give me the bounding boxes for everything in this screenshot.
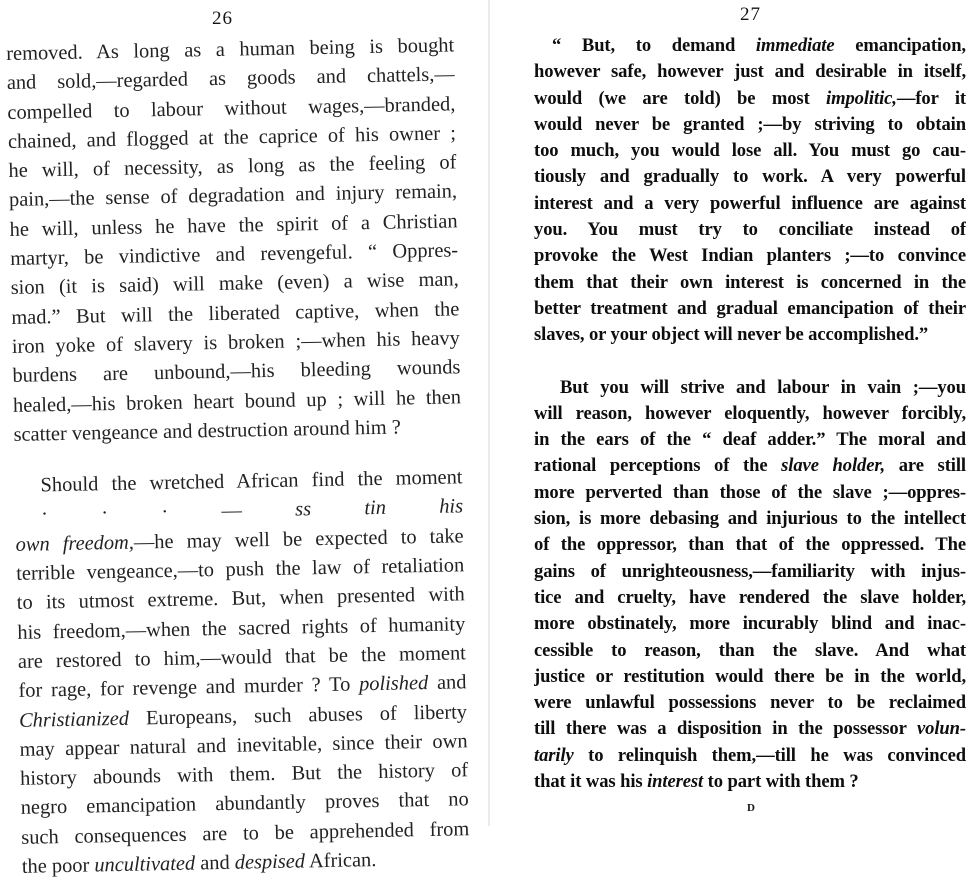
- text-line: of the oppressor, than that of the oppressed. The: [534, 534, 966, 556]
- text-line: such consequences are to be apprehended from: [21, 817, 470, 849]
- text-line: pain,—the sense of degradation and injury remain,: [8, 180, 458, 212]
- left-page-text: [6, 31, 470, 882]
- text-line: in the ears of the “ deaf adder.” The moral and: [534, 429, 966, 451]
- text-line: mad.” But will the liberated captive, when the: [11, 298, 460, 329]
- text-line: slaves, or your object will never be accomplished.”: [534, 324, 929, 346]
- text-line: that it was his interest to part with them ?: [534, 771, 859, 793]
- text-line: would never be granted ;—by striving to obtain: [534, 113, 966, 135]
- text-line: his freedom,—when the sacred rights of humanity: [17, 612, 466, 644]
- text-line: tarily to relinquish them,—till he was convinced: [534, 744, 966, 766]
- italic-emphasis: ss tin his: [294, 495, 464, 521]
- text-line: But you will strive and labour in vain ;—you: [560, 376, 966, 398]
- text-line: compelled to labour without wages,—branded,: [7, 92, 456, 124]
- text-line: the poor uncultivated and despised African.: [21, 849, 377, 878]
- text-line: gains of unrighteousness,—familiarity with injus-: [534, 560, 966, 582]
- text-line: cessible to reason, than the slave. And what: [534, 639, 966, 661]
- signature-mark: D: [747, 802, 756, 814]
- right-page-number: 27: [740, 4, 761, 25]
- left-page-number: 26: [212, 8, 233, 29]
- text-line: terrible vengeance,—to push the law of retaliation: [16, 554, 465, 585]
- italic-emphasis: despised: [234, 850, 306, 874]
- text-line: provoke the West Indian planters ;—to convince: [534, 245, 966, 267]
- text-line: for rage, for revenge and murder ? To polished and: [18, 671, 467, 703]
- text-line: and sold,—regarded as goods and chattels,—: [6, 63, 455, 95]
- text-line: will reason, however eloquently, however forcibly,: [534, 402, 966, 424]
- text-line: iron yoke of slavery is broken ;—when his heavy: [11, 327, 461, 358]
- text-line: more obstinately, more incurably blind and inac-: [534, 613, 966, 635]
- italic-emphasis: volun-: [917, 718, 966, 740]
- text-line: however safe, however just and desirable in itself,: [534, 61, 966, 83]
- damaged-text-line: · · · — ss tin his: [40, 495, 464, 526]
- text-line: may appear natural and inevitable, since their own: [19, 730, 468, 761]
- text-line: are restored to him,—would that be the moment: [17, 642, 467, 673]
- text-line: chained, and flogged at the caprice of his owner ;: [7, 122, 457, 153]
- text-line: burdens are unbound,—his bleeding wounds: [12, 356, 461, 388]
- text-line: better treatment and gradual emancipation of their: [534, 297, 966, 319]
- text-line: till there was a disposition in the possessor volun-: [534, 718, 966, 740]
- text-line: he will, of necessity, as long as the feeling of: [8, 151, 457, 183]
- text-line: healed,—his broken heart bound up ; will he then: [12, 385, 462, 417]
- text-line: too much, you would lose all. You must go cau-: [534, 140, 966, 162]
- text-line: tiously and gradually to work. A very powerful: [534, 166, 966, 188]
- text-line: Should the wretched African find the moment: [40, 466, 463, 497]
- text-line: he will, unless he have the spirit of a Christian: [9, 210, 458, 241]
- text-line: rational perceptions of the slave holder, are still: [534, 455, 966, 477]
- right-page: [490, 0, 980, 826]
- italic-emphasis: interest: [647, 771, 704, 793]
- text-line: “ But, to demand immediate emancipation,: [552, 35, 966, 56]
- text-line: removed. As long as a human being is bought: [6, 34, 455, 65]
- text-line: tice and cruelty, have rendered the slave holder,: [534, 586, 966, 608]
- paragraph-gap: [534, 349, 966, 375]
- text-line: scatter vengeance and destruction around him ?: [13, 416, 401, 446]
- text-line: more perverted than those of the slave ;—oppres-: [534, 481, 966, 503]
- italic-emphasis: Christianized: [18, 707, 130, 732]
- text-line: martyr, be vindictive and revengeful. “ Oppres-: [9, 239, 459, 271]
- left-page: [0, 0, 488, 878]
- text-line: were unlawful possessions never to be reclaimed: [534, 692, 966, 714]
- text-line: would (we are told) be most impolitic,—for it: [534, 87, 966, 109]
- text-line: justice or restitution would there be in the world,: [534, 665, 966, 687]
- right-page-text: [534, 33, 966, 795]
- italic-emphasis: uncultivated: [94, 852, 196, 877]
- text-line: Christianized Europeans, such abuses of liberty: [18, 700, 468, 732]
- text-line: to its utmost extreme. But, when presented with: [16, 583, 465, 615]
- text-line: sion (it is said) will make (even) a wise man,: [10, 268, 459, 300]
- italic-emphasis: own freedom,: [15, 531, 135, 556]
- text-line: history abounds with them. But the history of: [19, 759, 469, 790]
- text-line: negro emancipation abundantly proves that no: [20, 788, 469, 820]
- italic-emphasis: immediate: [755, 35, 835, 56]
- text-line: interest and a very powerful influence are against: [534, 192, 966, 214]
- italic-emphasis: impolitic,: [826, 87, 897, 109]
- text-line: sion, is more debasing and injurious to the intellect: [534, 508, 966, 530]
- text-line: you. You must try to conciliate instead of: [534, 219, 966, 241]
- italic-emphasis: slave holder,: [781, 455, 886, 477]
- text-line: them that their own interest is concerned in the: [534, 271, 966, 293]
- italic-emphasis: polished: [358, 672, 429, 696]
- text-line: own freedom,—he may well be expected to take: [15, 525, 464, 556]
- italic-emphasis: tarily: [534, 744, 574, 766]
